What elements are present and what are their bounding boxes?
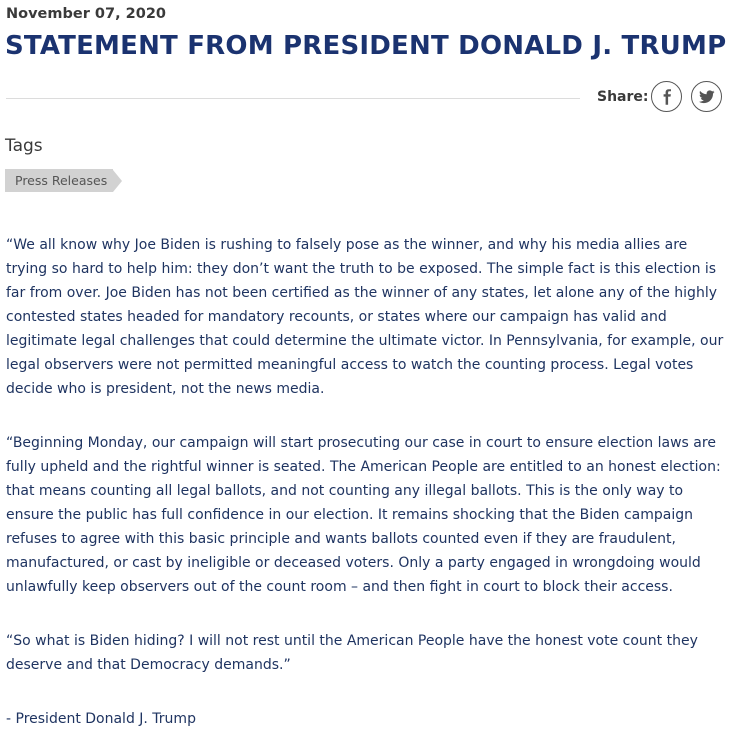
tag-press-releases[interactable] [5, 169, 122, 192]
article-body [6, 233, 728, 731]
tag-arrow-shape [113, 170, 122, 192]
divider [6, 98, 580, 99]
article-date: November 07, 2020 [6, 6, 166, 22]
body-paragraph: “We all know why Joe Biden is rushing to falsely pose as the winner, and why his media allies are trying so hard to help him: they don’t want the truth to be exposed. The simple fact is this election is far from over. Joe Biden has not been certified as the winner of any states, let alone any of the highly contested states headed for mandatory recounts, or states where our campaign has valid and legitimate legal challenges that could determine the ultimate victor. In Pennsylvania, for example, our legal observers were not permitted meaningful access to watch the counting process. Legal votes decide who is president, not the news media. [6, 237, 724, 397]
body-paragraph: “So what is Biden hiding? I will not rest until the American People have the honest vote count they deserve and that Democracy demands.” [6, 633, 698, 673]
page-title: STATEMENT FROM PRESIDENT DONALD J. TRUMP [5, 31, 727, 61]
tags-heading: Tags [5, 136, 43, 156]
twitter-icon [699, 90, 715, 104]
signature: - President Donald J. Trump [6, 711, 196, 727]
facebook-icon [660, 89, 674, 105]
tag-label: Press Releases [5, 169, 113, 192]
body-paragraph: “Beginning Monday, our campaign will start prosecuting our case in court to ensure election laws are fully upheld and the rightful winner is seated. The American People are entitled to an honest election: that means counting all legal ballots, and not counting any illegal ballots. This is the only way to ensure the public has full confidence in our election. It remains shocking that the Biden campaign refuses to agree with this basic principle and wants ballots counted even if they are fraudulent, manufactured, or cast by ineligible or deceased voters. Only a party engaged in wrongdoing would unlawfully keep observers out of the count room – and then fight in court to block their access. [6, 435, 721, 595]
facebook-share-button[interactable] [651, 81, 682, 112]
twitter-share-button[interactable] [691, 81, 722, 112]
share-label: Share: [597, 89, 649, 105]
